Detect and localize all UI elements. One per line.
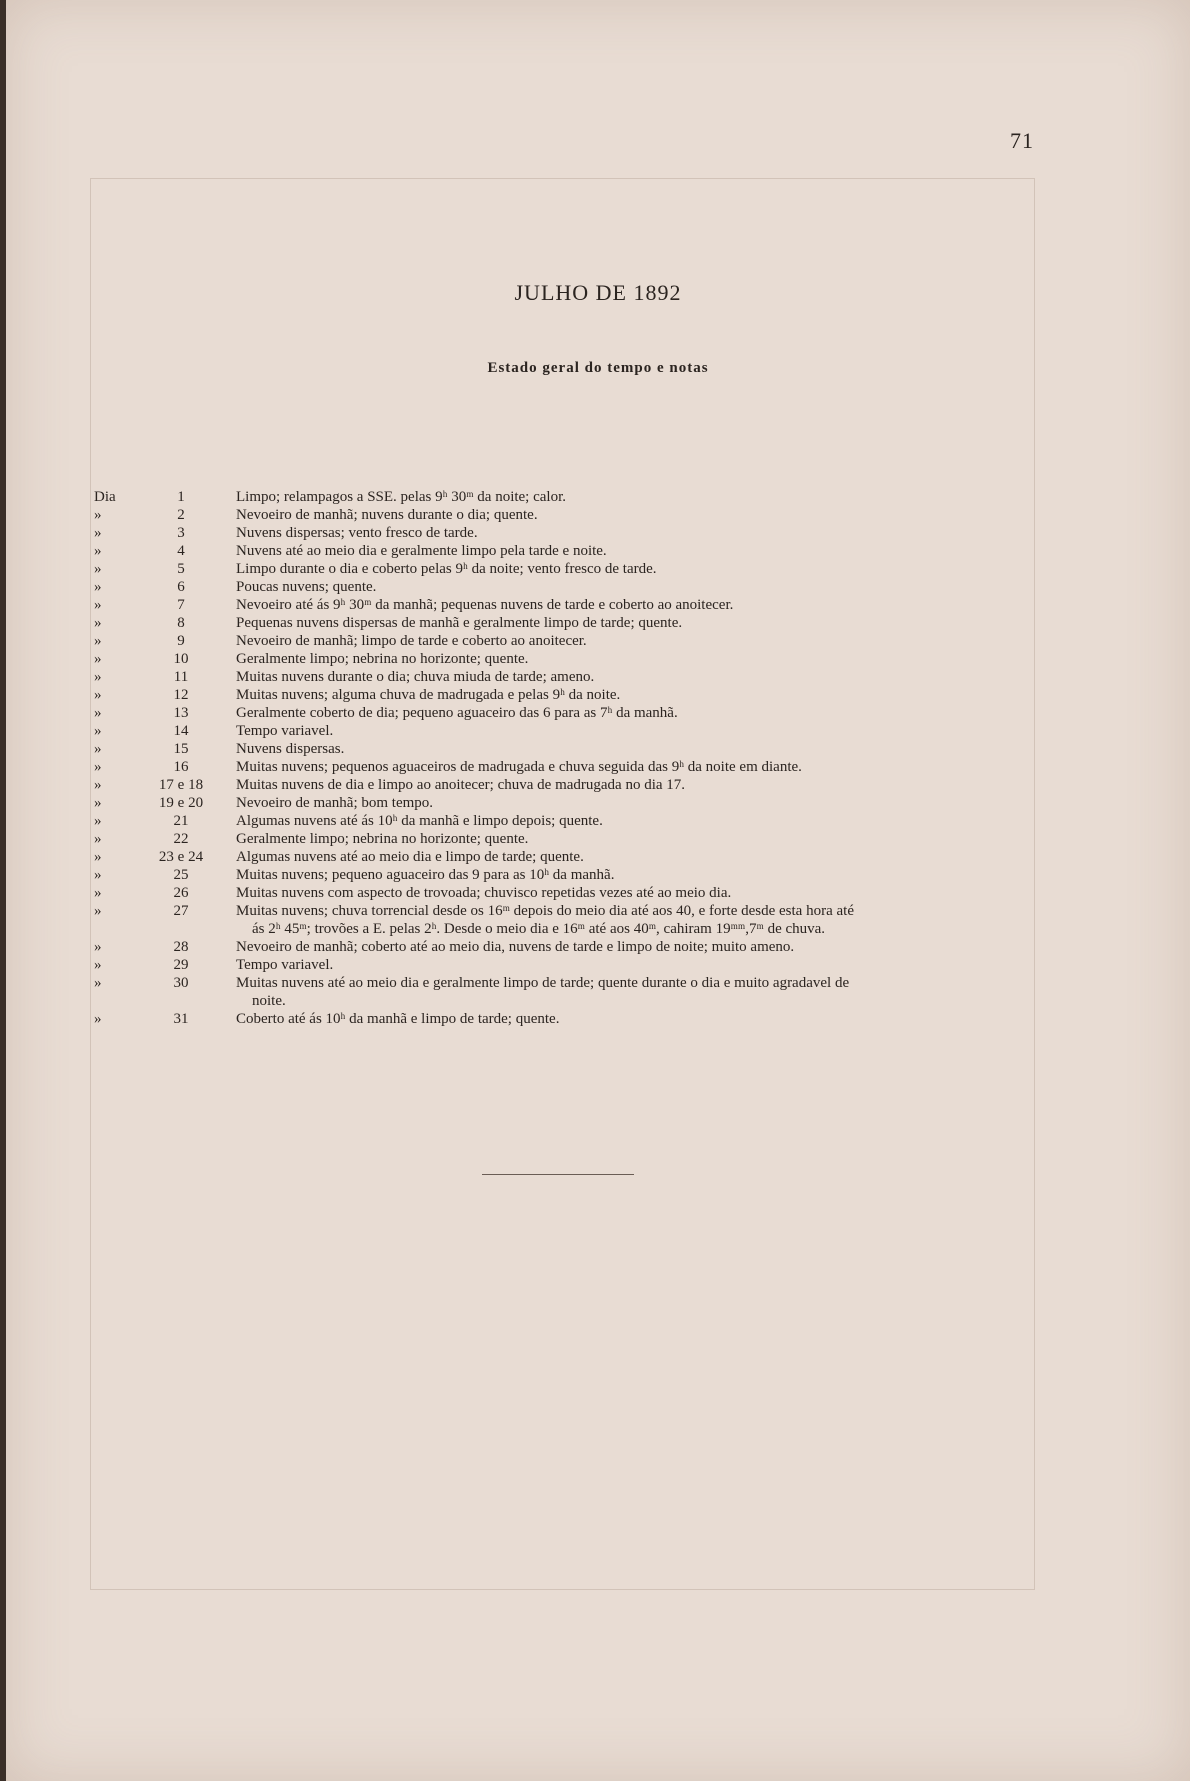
entry-description: Algumas nuvens até ao meio dia e limpo de tarde; quente. <box>236 849 584 865</box>
entry-row <box>94 866 1034 884</box>
ditto-mark: » <box>94 759 102 775</box>
entry-description: Muitas nuvens; pequenos aguaceiros de madrugada e chuva seguida das 9ʰ da noite em diante. <box>236 759 802 775</box>
entry-description: Muitas nuvens até ao meio dia e geralmente limpo de tarde; quente durante o dia e muito agradavel de <box>236 975 850 991</box>
ditto-mark: » <box>94 579 102 595</box>
entry-description: Muitas nuvens; pequeno aguaceiro das 9 para as 10ʰ da manhã. <box>236 867 615 883</box>
entry-description: Muitas nuvens de dia e limpo ao anoitecer; chuva de madrugada no dia 17. <box>236 777 686 793</box>
entry-day: 10 <box>173 651 189 667</box>
entry-description: Tempo variavel. <box>236 957 334 973</box>
entry-row <box>94 668 1034 686</box>
ditto-mark: » <box>94 723 102 739</box>
ditto-mark: » <box>94 687 102 703</box>
entry-description: Nuvens dispersas; vento fresco de tarde. <box>236 525 478 541</box>
ditto-mark: » <box>94 939 102 955</box>
entry-day: 13 <box>173 705 189 721</box>
entry-day: 5 <box>177 561 185 577</box>
entry-day: 3 <box>177 525 185 541</box>
entry-description: Nuvens até ao meio dia e geralmente limpo pela tarde e noite. <box>236 543 607 559</box>
entry-day: 23 e 24 <box>158 849 204 865</box>
entry-row <box>94 758 1034 776</box>
entry-description: Geralmente coberto de dia; pequeno aguaceiro das 6 para as 7ʰ da manhã. <box>236 705 678 721</box>
entry-row <box>94 704 1034 722</box>
entry-row <box>94 938 1034 956</box>
page-subtitle: Estado geral do tempo e notas <box>487 360 709 376</box>
entry-row <box>94 488 1034 506</box>
ditto-mark: » <box>94 651 102 667</box>
entry-day: 4 <box>177 543 185 559</box>
entry-description: Muitas nuvens; alguma chuva de madrugada e pelas 9ʰ da noite. <box>236 687 621 703</box>
entry-row <box>94 542 1034 560</box>
entry-day: 30 <box>173 975 189 991</box>
ditto-mark: » <box>94 885 102 901</box>
closing-rule <box>482 1174 634 1175</box>
entry-day: 29 <box>173 957 189 973</box>
entry-continuation-row <box>94 920 1034 938</box>
entry-day: 16 <box>173 759 189 775</box>
entry-description: Limpo; relampagos a SSE. pelas 9ʰ 30ᵐ da noite; calor. <box>236 489 566 505</box>
document-page <box>6 0 1190 1781</box>
ditto-mark: » <box>94 561 102 577</box>
entry-row <box>94 830 1034 848</box>
ditto-mark: » <box>94 975 102 991</box>
entry-day: 14 <box>173 723 189 739</box>
entry-description: Nevoeiro de manhã; limpo de tarde e coberto ao anoitecer. <box>236 633 587 649</box>
entry-row <box>94 1010 1034 1028</box>
entry-day: 31 <box>173 1011 189 1027</box>
page-title: JULHO DE 1892 <box>514 280 682 305</box>
entry-day: 19 e 20 <box>158 795 204 811</box>
entry-row <box>94 848 1034 866</box>
entry-day: 27 <box>173 903 189 919</box>
entry-row <box>94 884 1034 902</box>
entry-row <box>94 578 1034 596</box>
entry-description: Nevoeiro de manhã; nuvens durante o dia; quente. <box>236 507 538 523</box>
entry-day: 12 <box>173 687 189 703</box>
entry-row <box>94 650 1034 668</box>
entry-row <box>94 560 1034 578</box>
entry-row <box>94 776 1034 794</box>
entry-description: Geralmente limpo; nebrina no horizonte; quente. <box>236 651 529 667</box>
ditto-mark: » <box>94 633 102 649</box>
ditto-mark: » <box>94 849 102 865</box>
ditto-mark: » <box>94 831 102 847</box>
entry-description: Nevoeiro até ás 9ʰ 30ᵐ da manhã; pequenas nuvens de tarde e coberto ao anoitecer. <box>236 597 734 613</box>
entry-description: Tempo variavel. <box>236 723 334 739</box>
entry-row <box>94 506 1034 524</box>
entry-day: 17 e 18 <box>158 777 204 793</box>
entry-day: 28 <box>173 939 189 955</box>
entry-row <box>94 740 1034 758</box>
entry-description-continuation: noite. <box>252 993 286 1009</box>
entry-row <box>94 596 1034 614</box>
ditto-mark: » <box>94 777 102 793</box>
entry-description: Nuvens dispersas. <box>236 741 345 757</box>
entry-day: 15 <box>173 741 189 757</box>
ditto-mark: » <box>94 705 102 721</box>
entry-continuation-row <box>94 992 1034 1010</box>
entry-description: Coberto até ás 10ʰ da manhã e limpo de tarde; quente. <box>236 1011 560 1027</box>
entry-day: 21 <box>173 813 189 829</box>
entry-row <box>94 956 1034 974</box>
entry-description: Algumas nuvens até ás 10ʰ da manhã e limpo depois; quente. <box>236 813 603 829</box>
entry-row <box>94 686 1034 704</box>
entry-row <box>94 812 1034 830</box>
entry-row <box>94 974 1034 992</box>
entry-description: Poucas nuvens; quente. <box>236 579 377 595</box>
entry-day: 26 <box>173 885 189 901</box>
ditto-mark: » <box>94 543 102 559</box>
ditto-mark: » <box>94 507 102 523</box>
entry-row <box>94 614 1034 632</box>
ditto-mark: » <box>94 813 102 829</box>
entry-description: Limpo durante o dia e coberto pelas 9ʰ da noite; vento fresco de tarde. <box>236 561 657 577</box>
entry-description: Nevoeiro de manhã; coberto até ao meio dia, nuvens de tarde e limpo de noite; muito ameno. <box>236 939 795 955</box>
ditto-mark: » <box>94 669 102 685</box>
day-label: Dia <box>94 489 116 505</box>
ditto-mark: » <box>94 1011 102 1027</box>
entry-description: Pequenas nuvens dispersas de manhã e geralmente limpo de tarde; quente. <box>236 615 683 631</box>
entry-day: 11 <box>173 669 189 685</box>
ditto-mark: » <box>94 867 102 883</box>
entry-day: 2 <box>177 507 185 523</box>
entry-day: 9 <box>177 633 185 649</box>
ditto-mark: » <box>94 957 102 973</box>
entry-day: 6 <box>177 579 185 595</box>
entry-row <box>94 632 1034 650</box>
ditto-mark: » <box>94 615 102 631</box>
entry-row <box>94 722 1034 740</box>
entry-day: 1 <box>177 489 185 505</box>
entry-row <box>94 524 1034 542</box>
weather-entries-list <box>94 488 1034 1028</box>
ditto-mark: » <box>94 741 102 757</box>
ditto-mark: » <box>94 525 102 541</box>
entry-row <box>94 794 1034 812</box>
ditto-mark: » <box>94 795 102 811</box>
entry-description: Nevoeiro de manhã; bom tempo. <box>236 795 434 811</box>
entry-day: 25 <box>173 867 189 883</box>
entry-row <box>94 902 1034 920</box>
entry-description: Muitas nuvens com aspecto de trovoada; chuvisco repetidas vezes até ao meio dia. <box>236 885 732 901</box>
entry-description: Muitas nuvens durante o dia; chuva miuda de tarde; ameno. <box>236 669 595 685</box>
ditto-mark: » <box>94 903 102 919</box>
entry-day: 8 <box>177 615 185 631</box>
ditto-mark: » <box>94 597 102 613</box>
page-number: 71 <box>1010 128 1034 153</box>
entry-day: 7 <box>177 597 185 613</box>
entry-description: Muitas nuvens; chuva torrencial desde os 16ᵐ depois do meio dia até aos 40, e forte desde esta hora até <box>236 903 854 919</box>
entry-description: Geralmente limpo; nebrina no horizonte; quente. <box>236 831 529 847</box>
entry-description-continuation: ás 2ʰ 45ᵐ; trovões a E. pelas 2ʰ. Desde o meio dia e 16ᵐ até aos 40ᵐ, cahiram 19ᵐᵐ,7ᵐ de chuva. <box>252 921 826 937</box>
entry-day: 22 <box>173 831 189 847</box>
